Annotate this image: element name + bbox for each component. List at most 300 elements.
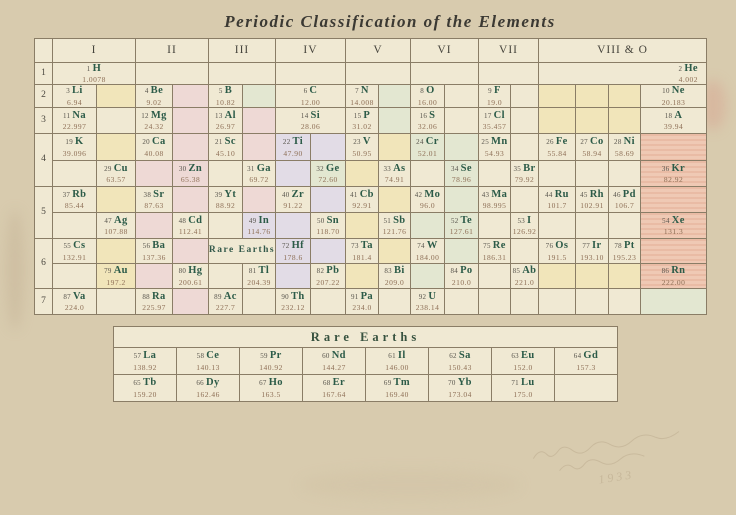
empty-cell [276, 161, 311, 187]
empty-cell [609, 264, 641, 289]
atomic-number: 35 [513, 164, 522, 173]
cell-u [411, 289, 445, 315]
atomic-weight: 207.22 [316, 277, 340, 287]
atomic-number: 92 [418, 292, 427, 301]
cell-ra [136, 289, 173, 315]
atomic-weight: 178.6 [283, 252, 303, 262]
element-symbol: Ho [268, 377, 283, 388]
element-symbol: Rb [72, 188, 87, 200]
atomic-number: 42 [414, 190, 423, 199]
atomic-weight: 132.91 [62, 252, 87, 262]
empty-cell [136, 213, 173, 239]
atomic-number: 19 [65, 138, 74, 146]
atomic-number: 73 [351, 242, 359, 250]
cell-re [479, 239, 511, 264]
empty-cell [539, 289, 576, 315]
group-header-1: I [53, 39, 136, 63]
empty-cell [97, 289, 136, 315]
cell-cs [53, 239, 97, 264]
element-symbol: Rh [589, 188, 604, 200]
element-symbol: Si [310, 109, 321, 121]
atomic-number: 84 [450, 267, 459, 275]
element-symbol: La [143, 350, 157, 361]
cell-ag [97, 213, 136, 239]
cell-dy [177, 375, 240, 402]
group-header-4: IV [276, 39, 346, 63]
atomic-number: 50 [316, 216, 325, 225]
empty-cell [576, 213, 609, 239]
element-symbol: Au [113, 265, 128, 276]
cell-n [346, 85, 379, 108]
group-header-6: VI [411, 39, 479, 63]
cell-sb [379, 213, 411, 239]
atomic-weight: 200.61 [178, 277, 203, 287]
empty-cell [311, 134, 346, 161]
cell-f [479, 85, 511, 108]
atomic-weight: 65.38 [180, 175, 201, 184]
empty-cell [379, 289, 411, 315]
empty-cell [641, 289, 707, 315]
empty-cell [609, 161, 641, 187]
cell-cu [97, 161, 136, 187]
element-symbol: Kr [671, 162, 686, 174]
empty-cell [243, 108, 276, 134]
cell-ta [346, 239, 379, 264]
cell-c [276, 85, 346, 108]
atomic-weight: 74.91 [384, 175, 405, 184]
empty-cell [411, 63, 479, 85]
atomic-weight: 31.02 [352, 122, 372, 131]
atomic-weight: 184.00 [415, 252, 440, 262]
cell-li [53, 85, 97, 108]
cell-be [136, 85, 173, 108]
empty-cell [311, 289, 346, 315]
atomic-number: 23 [353, 138, 361, 146]
element-symbol: F [493, 85, 501, 96]
cell-ho [240, 375, 303, 402]
empty-cell [641, 134, 707, 161]
element-symbol: Ta [360, 240, 373, 251]
atomic-number: 9 [488, 87, 492, 95]
cell-i [511, 213, 539, 239]
atomic-weight: 204.39 [247, 277, 271, 287]
empty-cell [346, 213, 379, 239]
empty-cell [539, 213, 576, 239]
element-symbol: I [527, 214, 532, 226]
element-symbol: Pb [326, 265, 340, 276]
cell-ga [243, 161, 276, 187]
atomic-weight: 20.183 [661, 97, 686, 107]
cell-lu [492, 375, 555, 402]
cell-k [53, 134, 97, 161]
element-symbol: Hg [188, 265, 203, 276]
element-symbol: C [309, 85, 318, 96]
element-symbol: Ir [592, 240, 602, 251]
atomic-number: 78 [614, 242, 622, 250]
empty-cell [411, 213, 445, 239]
element-symbol: Os [555, 240, 569, 251]
cell-w [411, 239, 445, 264]
atomic-weight: 79.92 [514, 175, 535, 184]
atomic-number: 90 [281, 292, 289, 301]
cell-mn [479, 134, 511, 161]
empty-cell [379, 108, 411, 134]
empty-cell [479, 289, 511, 315]
atomic-weight: 16.00 [417, 97, 438, 107]
atomic-number: 91 [350, 292, 359, 301]
empty-cell [209, 213, 243, 239]
atomic-weight: 98.995 [482, 201, 507, 210]
element-symbol: P [363, 109, 371, 121]
empty-cell [97, 187, 136, 213]
empty-cell [346, 161, 379, 187]
group-header-5: V [346, 39, 411, 63]
atomic-number: 66 [196, 379, 204, 387]
empty-cell [276, 213, 311, 239]
atomic-number: 20 [142, 138, 150, 146]
cell-zr [276, 187, 311, 213]
group-header-7: VII [479, 39, 539, 63]
cell-ir [576, 239, 609, 264]
empty-cell [276, 264, 311, 289]
empty-cell [576, 85, 609, 108]
atomic-number: 85 [512, 267, 521, 275]
group-header-2: II [136, 39, 209, 63]
atomic-weight: 14.008 [350, 97, 374, 107]
cell-rn [641, 264, 707, 289]
atomic-number: 44 [545, 190, 553, 199]
atomic-number: 61 [388, 352, 396, 360]
element-symbol: Er [332, 377, 346, 388]
cell-v [346, 134, 379, 161]
cell-se [445, 161, 479, 187]
atomic-weight: 92.91 [352, 201, 372, 210]
element-symbol: Ag [113, 214, 128, 226]
atomic-number: 40 [281, 190, 290, 199]
atomic-weight: 137.36 [142, 252, 166, 262]
cell-pt [609, 239, 641, 264]
empty-cell [479, 213, 511, 239]
element-symbol: B [224, 85, 233, 96]
atomic-number: 70 [448, 379, 456, 387]
cell-bi [379, 264, 411, 289]
period-label-4: 4 [35, 134, 53, 187]
atomic-weight: 181.4 [352, 252, 372, 262]
atomic-weight: 39.94 [663, 122, 684, 131]
cell-yb [429, 375, 492, 402]
cell-tb [114, 375, 177, 402]
element-symbol: Ga [256, 162, 271, 174]
atomic-number: 80 [178, 267, 187, 275]
atomic-number: 83 [384, 267, 392, 275]
group-header-3: III [209, 39, 276, 63]
atomic-number: 56 [142, 242, 151, 250]
atomic-weight: 1.0078 [82, 75, 106, 84]
atomic-weight: 4.002 [678, 75, 698, 84]
element-symbol: Sb [393, 214, 406, 226]
atomic-number: 26 [546, 138, 554, 146]
atomic-number: 48 [178, 216, 187, 225]
atomic-number: 79 [104, 267, 112, 275]
cell-hg [173, 264, 209, 289]
empty-cell [136, 264, 173, 289]
page-title: Periodic Classification of the Elements [224, 12, 556, 31]
cell-mg [136, 108, 173, 134]
atomic-number: 89 [214, 292, 222, 301]
empty-cell [445, 187, 479, 213]
atomic-weight: 225.97 [142, 303, 166, 312]
element-symbol: Ma [491, 188, 508, 200]
atomic-number: 1 [86, 64, 91, 73]
empty-cell [173, 134, 209, 161]
element-symbol: Sn [326, 214, 340, 226]
inscription-year: 1933 [597, 467, 636, 487]
element-symbol: Dy [205, 377, 220, 388]
cell-sn [311, 213, 346, 239]
cell-ni [609, 134, 641, 161]
element-symbol: V [362, 136, 371, 147]
atomic-number: 49 [248, 216, 257, 225]
empty-cell [576, 264, 609, 289]
cell-sa [429, 348, 492, 375]
element-symbol: Sa [458, 350, 471, 361]
empty-cell [209, 161, 243, 187]
element-symbol: Na [72, 109, 86, 121]
cell-va [53, 289, 97, 315]
atomic-weight: 191.5 [547, 252, 567, 262]
cell-ma [479, 187, 511, 213]
empty-cell [609, 85, 641, 108]
empty-cell [576, 289, 609, 315]
element-symbol: H [92, 63, 102, 74]
cell-ti [276, 134, 311, 161]
empty-cell [539, 108, 576, 134]
element-symbol: Ce [206, 350, 220, 361]
atomic-weight: 144.27 [322, 362, 346, 372]
cell-kr [641, 161, 707, 187]
empty-cell [173, 108, 209, 134]
atomic-number: 39 [214, 190, 223, 199]
atomic-weight: 152.0 [513, 362, 533, 372]
atomic-number: 12 [141, 111, 149, 120]
atomic-weight: 50.95 [352, 148, 372, 158]
atomic-number: 25 [481, 138, 490, 146]
cell-zn [173, 161, 209, 187]
atomic-weight: 195.23 [612, 252, 637, 262]
atomic-number: 41 [350, 190, 358, 199]
cell-rh [576, 187, 609, 213]
atomic-weight: 32.06 [417, 122, 438, 131]
atomic-weight: 157.3 [576, 362, 596, 372]
element-symbol: Zr [291, 188, 305, 200]
cell-hf [276, 239, 311, 264]
atomic-weight: 87.63 [144, 201, 164, 210]
empty-cell [511, 187, 539, 213]
cell-ab [511, 264, 539, 289]
atomic-number: 31 [247, 164, 255, 173]
atomic-number: 71 [511, 379, 519, 387]
atomic-weight: 54.93 [484, 148, 505, 158]
element-symbol: Ne [671, 85, 685, 96]
cell-ne [641, 85, 707, 108]
cell-fe [539, 134, 576, 161]
atomic-number: 87 [63, 292, 71, 301]
atomic-number: 18 [664, 111, 673, 120]
element-symbol: A [674, 109, 683, 121]
atomic-number: 88 [142, 292, 150, 301]
atomic-number: 36 [661, 164, 670, 173]
atomic-weight: 12.00 [300, 97, 321, 107]
empty-cell [209, 264, 243, 289]
atomic-weight: 22.997 [62, 122, 87, 131]
cell-b [209, 85, 243, 108]
group-header-8: VIII & O [539, 39, 707, 63]
element-symbol: Pa [360, 290, 374, 302]
atomic-weight: 52.01 [417, 148, 438, 158]
atomic-number: 72 [281, 242, 290, 250]
empty-cell [379, 85, 411, 108]
empty-cell [539, 161, 576, 187]
cell-xe [641, 213, 707, 239]
corner-cell [35, 39, 53, 63]
element-symbol: Ti [292, 136, 304, 147]
element-symbol: Bi [393, 265, 405, 276]
empty-cell [346, 63, 411, 85]
empty-cell [311, 239, 346, 264]
element-symbol: Pr [269, 350, 282, 361]
cell-rb [53, 187, 97, 213]
atomic-weight: 39.096 [62, 148, 87, 158]
element-symbol: Te [460, 214, 473, 226]
element-symbol: Be [150, 85, 164, 96]
empty-cell [576, 108, 609, 134]
atomic-weight: 222.00 [661, 277, 686, 287]
atomic-number: 55 [63, 242, 72, 250]
element-symbol: Il [397, 350, 406, 361]
element-symbol: Cl [493, 109, 505, 121]
empty-cell [511, 108, 539, 134]
atomic-weight: 234.0 [352, 303, 372, 312]
element-symbol: W [426, 240, 438, 251]
atomic-weight: 82.92 [663, 175, 684, 184]
empty-cell [479, 63, 539, 85]
atomic-weight: 6.94 [66, 97, 83, 107]
atomic-number: 74 [417, 242, 425, 250]
atomic-weight: 140.13 [196, 362, 220, 372]
atomic-number: 17 [484, 111, 492, 120]
atomic-weight: 78.96 [451, 175, 472, 184]
cell-br [511, 161, 539, 187]
element-symbol: Ac [223, 290, 237, 302]
cell-na [53, 108, 97, 134]
cell-he [539, 63, 707, 85]
atomic-weight: 159.20 [133, 389, 157, 399]
atomic-weight: 102.91 [580, 201, 604, 210]
cell-ca [136, 134, 173, 161]
empty-cell [445, 134, 479, 161]
atomic-weight: 112.41 [178, 227, 203, 236]
atomic-number: 10 [662, 87, 670, 95]
element-symbol: Al [224, 109, 236, 121]
atomic-weight: 131.3 [663, 227, 684, 236]
atomic-weight: 69.72 [249, 175, 269, 184]
atomic-weight: 55.84 [547, 148, 567, 158]
empty-cell [445, 289, 479, 315]
atomic-number: 8 [420, 87, 425, 95]
atomic-number: 24 [416, 138, 424, 146]
atomic-weight: 162.46 [196, 389, 220, 399]
rare-earths-title: Rare Earths [114, 327, 618, 348]
empty-cell [346, 264, 379, 289]
atomic-weight: 35.457 [482, 122, 507, 131]
empty-cell [539, 264, 576, 289]
atomic-number: 16 [419, 111, 428, 120]
empty-cell [136, 161, 173, 187]
empty-cell [173, 239, 209, 264]
empty-cell [276, 63, 346, 85]
empty-cell [555, 375, 618, 402]
cell-al [209, 108, 243, 134]
atomic-number: 27 [580, 138, 588, 146]
empty-cell [243, 85, 276, 108]
empty-cell [173, 85, 209, 108]
atomic-number: 33 [383, 164, 392, 173]
element-symbol: Ni [623, 136, 635, 147]
atomic-number: 60 [322, 352, 330, 360]
period-label-3: 3 [35, 108, 53, 134]
element-symbol: Cs [73, 240, 86, 251]
atomic-number: 63 [511, 352, 519, 360]
atomic-weight: 26.97 [215, 122, 236, 131]
period-label-5: 5 [35, 187, 53, 239]
empty-cell [609, 213, 641, 239]
atomic-number: 77 [582, 242, 591, 250]
empty-cell [379, 239, 411, 264]
element-symbol: Fe [555, 136, 568, 147]
empty-cell [511, 289, 539, 315]
element-symbol: S [429, 109, 436, 121]
atomic-weight: 96.0 [419, 201, 436, 210]
atomic-number: 68 [322, 379, 331, 387]
empty-cell [511, 239, 539, 264]
atomic-weight: 127.61 [449, 227, 474, 236]
element-symbol: Ba [152, 240, 166, 251]
cell-ac [209, 289, 243, 315]
atomic-weight: 101.7 [547, 201, 567, 210]
empty-cell [445, 108, 479, 134]
atomic-weight: 238.14 [415, 303, 440, 312]
atomic-number: 57 [133, 352, 142, 360]
atomic-number: 65 [133, 379, 141, 387]
atomic-number: 13 [215, 111, 223, 120]
atomic-number: 82 [316, 267, 325, 275]
atomic-number: 34 [451, 164, 459, 173]
empty-cell [243, 134, 276, 161]
empty-cell [479, 161, 511, 187]
cell-cb [346, 187, 379, 213]
atomic-weight: 150.43 [448, 362, 472, 372]
empty-cell [379, 187, 411, 213]
atomic-number: 59 [260, 352, 268, 360]
period-label-2: 2 [35, 85, 53, 108]
element-symbol: Xe [671, 214, 685, 226]
cell-s [411, 108, 445, 134]
cell-mo [411, 187, 445, 213]
atomic-weight: 19.0 [486, 97, 503, 107]
empty-cell [97, 85, 136, 108]
element-symbol: K [75, 136, 84, 147]
cell-pr [240, 348, 303, 375]
